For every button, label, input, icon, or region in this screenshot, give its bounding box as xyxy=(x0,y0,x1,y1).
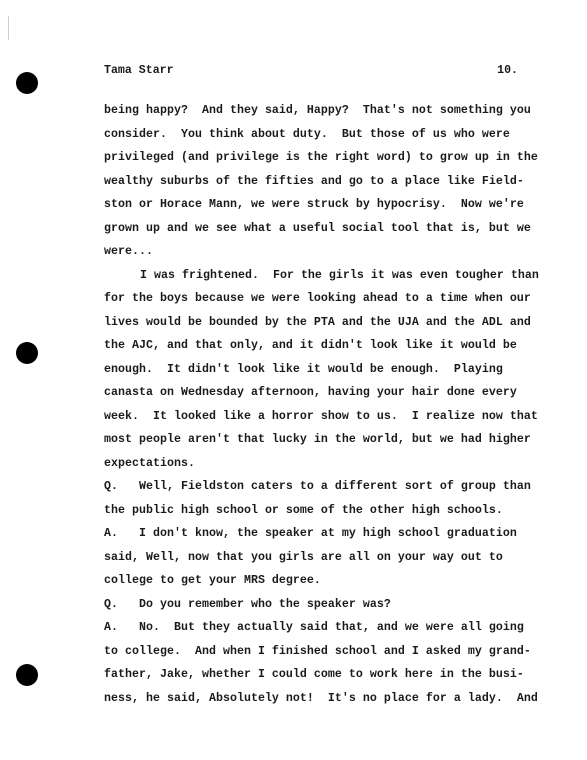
transcript-line: the AJC, and that only, and it didn't look like it would be xyxy=(104,339,517,352)
page-number: 10. xyxy=(497,64,518,77)
transcript-line: father, Jake, whether I could come to work here in the busi- xyxy=(104,668,524,681)
transcript-line: grown up and we see what a useful social tool that is, but we xyxy=(104,221,531,235)
transcript-line: canasta on Wednesday afternoon, having your hair done every xyxy=(104,386,517,399)
transcript-body xyxy=(104,99,539,710)
transcript-line: consider. You think about duty. But those of us who were xyxy=(104,127,510,141)
transcript-line: expectations. xyxy=(104,456,195,470)
transcript-line: most people aren't that lucky in the world, but we had higher xyxy=(104,433,531,446)
punch-hole-bottom xyxy=(16,664,38,686)
transcript-line: A. No. But they actually said that, and we were all going xyxy=(104,621,524,634)
transcript-line: college to get your MRS degree. xyxy=(104,574,321,587)
transcript-line: said, Well, now that you girls are all on your way out to xyxy=(104,550,503,564)
margin-mark xyxy=(8,16,9,40)
transcript-line: for the boys because we were looking ahead to a time when our xyxy=(104,292,531,305)
transcript-line: week. It looked like a horror show to us. I realize now that xyxy=(104,409,538,423)
transcript-line: privileged (and privilege is the right word) to grow up in the xyxy=(104,151,538,164)
transcript-line: were... xyxy=(104,245,153,258)
transcript-line: ness, he said, Absolutely not! It's no place for a lady. And xyxy=(104,691,538,705)
transcript-line: Q. Do you remember who the speaker was? xyxy=(104,597,391,611)
transcript-line: A. I don't know, the speaker at my high school graduation xyxy=(104,527,517,540)
transcript-line: lives would be bounded by the PTA and the UJA and the ADL and xyxy=(104,315,531,329)
transcript-line: ston or Horace Mann, we were struck by hypocrisy. Now we're xyxy=(104,198,524,211)
transcript-line: enough. It didn't look like it would be enough. Playing xyxy=(104,362,503,376)
transcript-line: being happy? And they said, Happy? That's not something you xyxy=(104,104,531,117)
page-header xyxy=(104,64,518,77)
transcript-line: the public high school or some of the other high schools. xyxy=(104,503,503,517)
transcript-line: Q. Well, Fieldston caters to a different sort of group than xyxy=(104,480,531,493)
punch-hole-middle xyxy=(16,342,38,364)
punch-hole-top xyxy=(16,72,38,94)
transcript-line: wealthy suburbs of the fifties and go to a place like Field- xyxy=(104,174,524,188)
transcript-line: to college. And when I finished school and I asked my grand- xyxy=(104,644,531,658)
transcript-line: I was frightened. For the girls it was even tougher than xyxy=(140,268,539,282)
interviewee-name: Tama Starr xyxy=(104,64,174,77)
